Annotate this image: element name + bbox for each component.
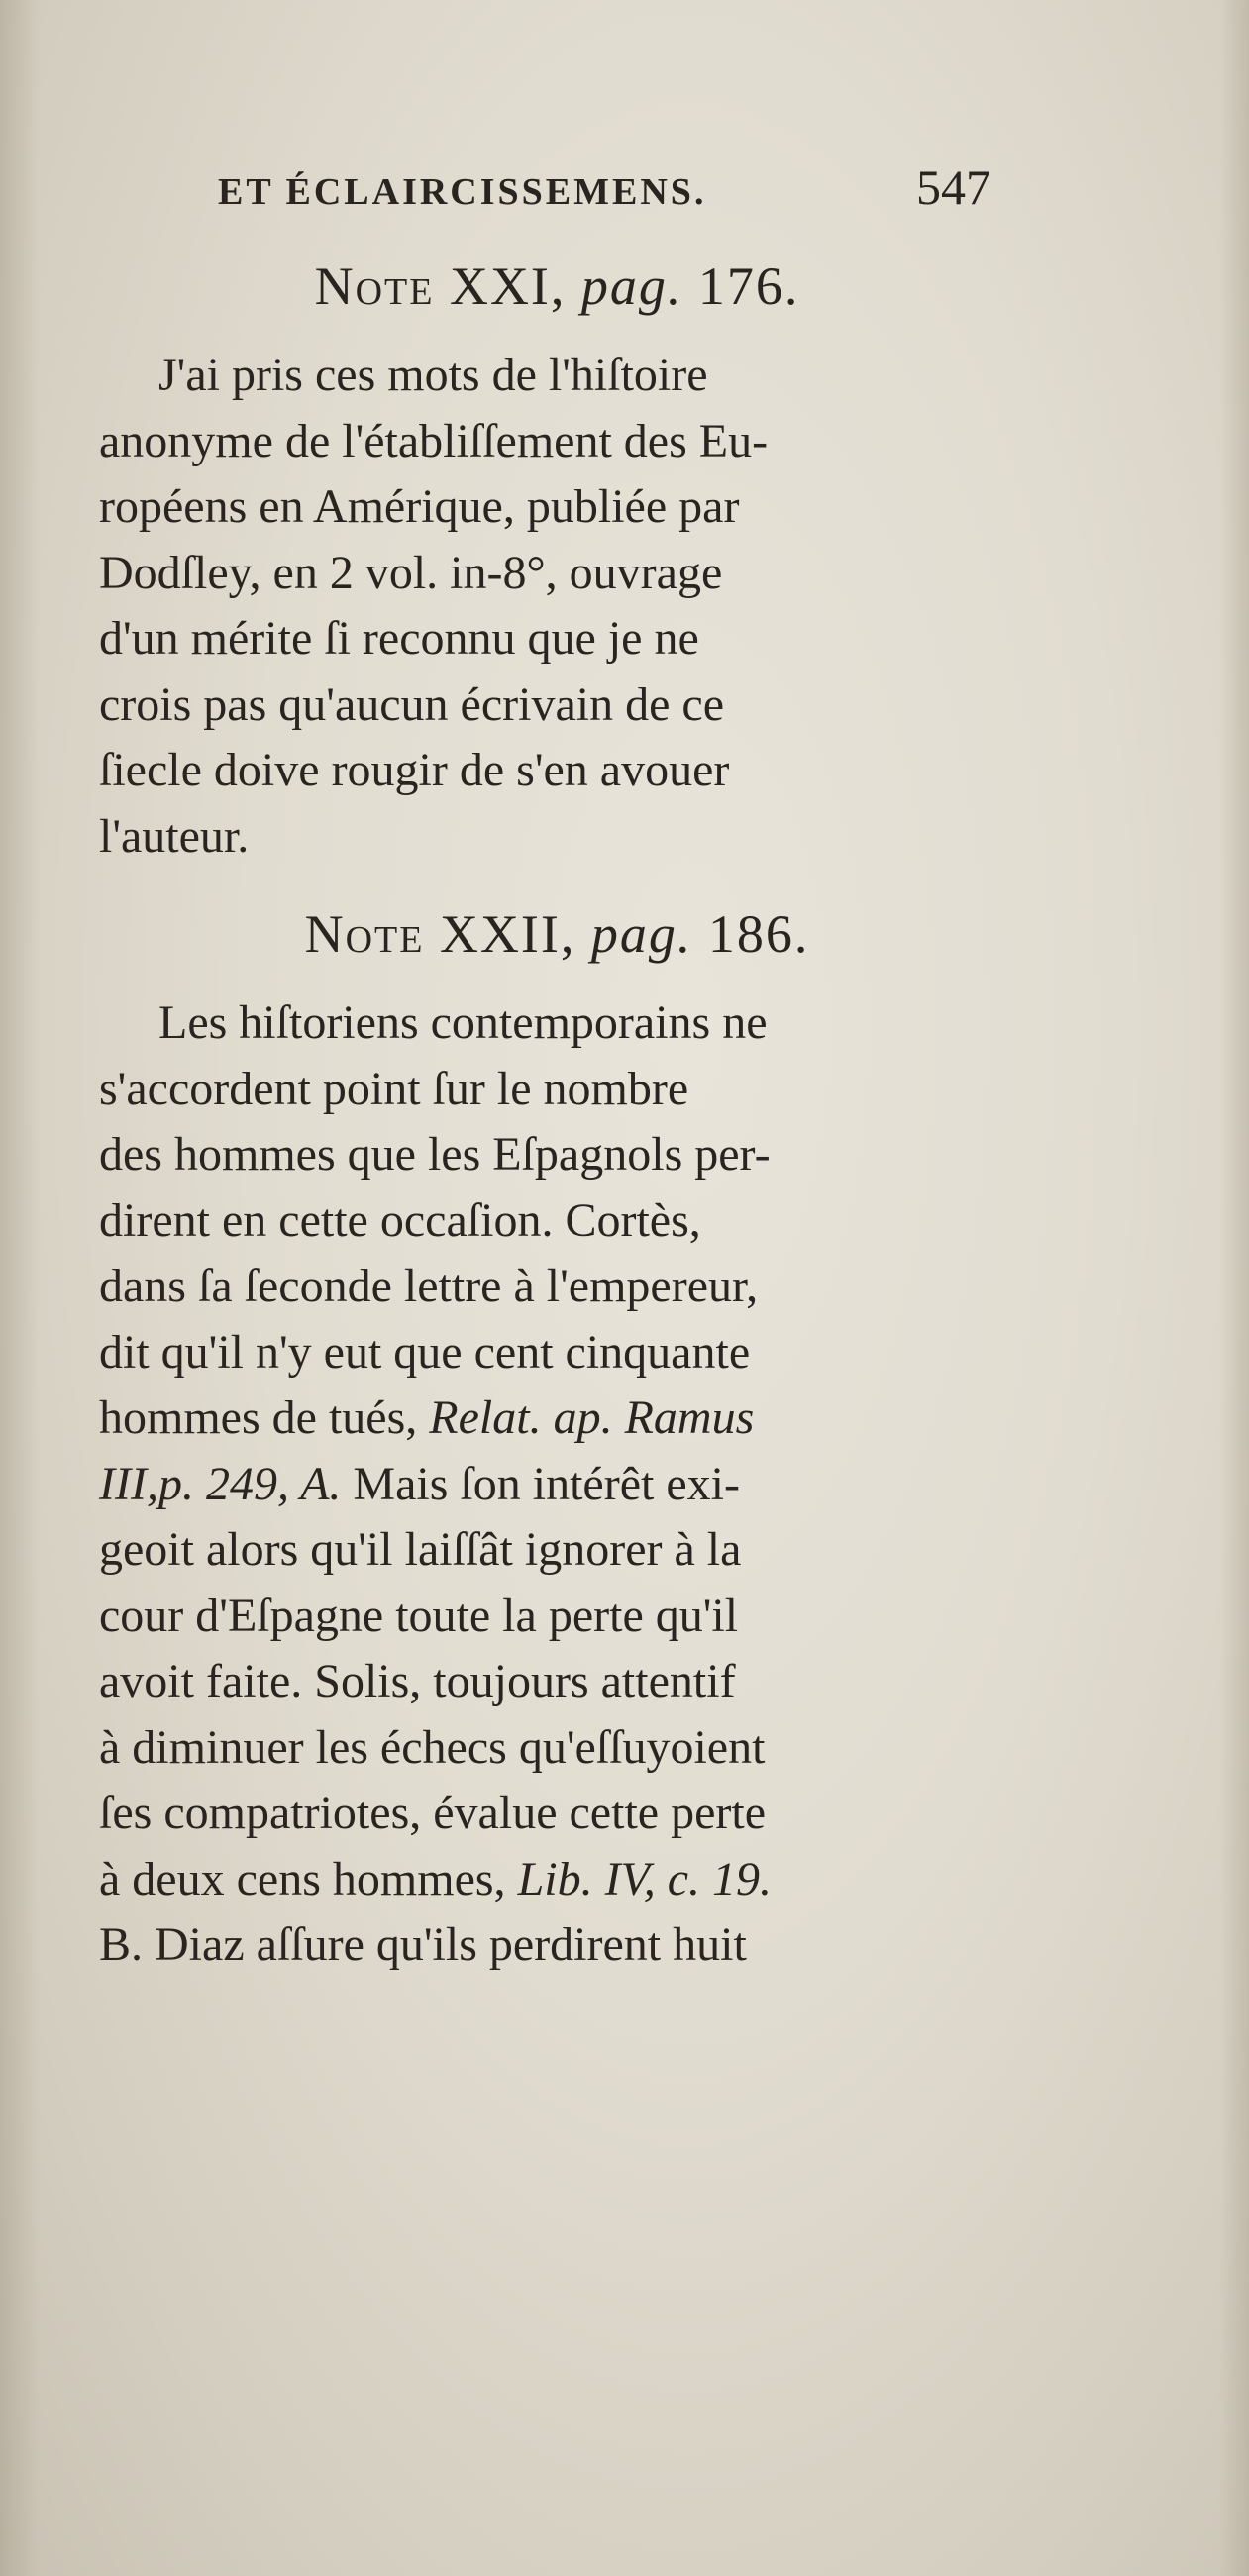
text-line: ſiecle doive rougir de s'en avouer xyxy=(99,744,730,796)
text-line: B. Diaz aſſure qu'ils perdirent huit xyxy=(99,1918,747,1971)
text-line: Les hiſtoriens contemporains ne xyxy=(158,996,768,1049)
running-head xyxy=(218,158,990,216)
note-22-paragraph xyxy=(99,990,1015,1979)
text-fragment: à deux cens hommes, xyxy=(99,1852,506,1906)
text-line: anonyme de l'établiſſement des Eu- xyxy=(99,414,769,467)
note-21-paragraph xyxy=(99,343,1015,870)
text-line-with-citation xyxy=(99,1386,1015,1452)
note-21-pag: pag. xyxy=(580,257,683,316)
text-line: cour d'Eſpagne toute la perte qu'il xyxy=(99,1589,739,1642)
text-line: Dodſley, en 2 vol. in-8°, ouvrage xyxy=(99,546,723,599)
text-line: à diminuer les échecs qu'eſſuyoient xyxy=(99,1720,766,1774)
note-22-separator: , xyxy=(560,904,576,964)
note-22-label: Note XXII xyxy=(304,904,561,964)
text-line: dans ſa ſeconde lettre à l'empereur, xyxy=(99,1260,759,1312)
text-line: ſes compatriotes, évalue cette perte xyxy=(99,1787,767,1839)
text-line: dit qu'il n'y eut que cent cinquante xyxy=(99,1325,751,1379)
note-21-label: Note XXI xyxy=(314,257,551,316)
page-shadow-left xyxy=(0,0,40,2576)
note-22-heading xyxy=(99,903,1015,965)
note-21-separator: , xyxy=(550,257,567,316)
text-line-with-citation xyxy=(99,1847,1015,1913)
text-fragment: Mais ſon intérêt exi- xyxy=(353,1457,740,1510)
page-shadow-right xyxy=(1219,0,1249,2576)
note-21-page-ref: 176. xyxy=(697,257,800,316)
text-line: d'un mérite ſi reconnu que je ne xyxy=(99,612,699,665)
text-line: crois pas qu'aucun écrivain de ce xyxy=(99,677,725,731)
citation-italic: Relat. ap. Ramus xyxy=(429,1391,755,1444)
text-line: geoit alors qu'il laiſſât ignorer à la xyxy=(99,1523,742,1576)
text-line: avoit faite. Solis, toujours attentif xyxy=(99,1655,736,1707)
page-number: 547 xyxy=(916,159,990,215)
text-line: s'accordent point ſur le nombre xyxy=(99,1062,689,1115)
note-22-page-ref: 186. xyxy=(707,904,810,964)
note-21-heading xyxy=(99,256,1015,317)
page-content xyxy=(99,158,1015,2012)
text-line: dirent en cette occaſion. Cortès, xyxy=(99,1193,701,1247)
text-line: ropéens en Amérique, publiée par xyxy=(99,480,740,533)
citation-italic: Lib. IV, c. 19. xyxy=(517,1852,773,1906)
text-fragment: hommes de tués, xyxy=(99,1391,418,1444)
citation-italic: III,p. 249, A. xyxy=(99,1457,342,1510)
text-line: J'ai pris ces mots de l'hiſtoire xyxy=(158,349,708,401)
text-line-with-citation xyxy=(99,1452,1015,1518)
running-title: ET ÉCLAIRCISSEMENS. xyxy=(218,171,707,213)
text-line: l'auteur. xyxy=(99,809,250,863)
note-22-pag: pag. xyxy=(590,904,693,964)
text-line: des hommes que les Eſpagnols per- xyxy=(99,1128,771,1181)
